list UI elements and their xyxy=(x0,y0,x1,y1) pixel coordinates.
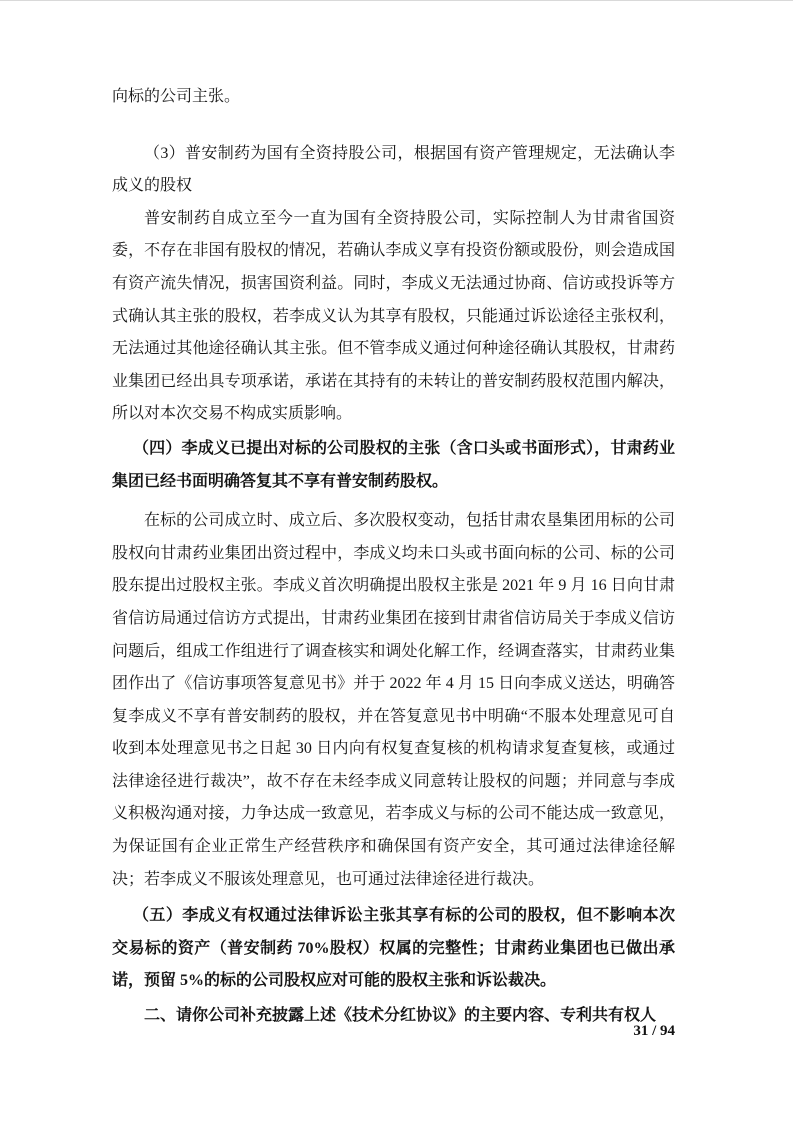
document-text-block xyxy=(112,81,675,1033)
section-heading-2: 二、请你公司补充披露上述《技术分红协议》的主要内容、专利共有权人 xyxy=(144,1007,657,1025)
heading-item-4: （四）李成义已提出对标的公司股权的主张（含口头或书面形式），甘肃药业集团已经书面明确答复其不享有普安制药股权。 xyxy=(112,439,675,490)
paragraph-item-4-body: 在标的公司成立时、成立后、多次股权变动，包括甘肃农垦集团用标的公司股权向甘肃药业集团出资过程中，李成义均未口头或书面向标的公司、标的公司股东提出过股权主张。李成义首次明确提出股权主张是 2021 年 9 月 16 日向甘肃省信访局通过信访方式提出，甘肃药业集团在接到甘肃省信访局关于李成义信访问题后，组成工作组进行了调查核实和调处化解工作，经调查落实，甘肃药业集团作出了《信访事项答复意见书》并于 2022 年 4 月 15 日向李成义送达，明确答复李成义不享有普安制药的股权，并在答复意见书中明确“不服本处理意见可自收到本处理意见书之日起 30 日内向有权复查复核的机构请求复查复核，或通过法律途径进行裁决”，故不存在未经李成义同意转让股权的问题；并同意与李成义积极沟通对接，力争达成一致意见，若李成义与标的公司不能达成一致意见，为保证国有企业正常生产经营秩序和确保国有资产安全，其可通过法律途径解决；若李成义不服该处理意见，也可通过法律途径进行裁决。 xyxy=(112,512,675,888)
paragraph-item-3-body: 普安制药自成立至今一直为国有全资持股公司，实际控制人为甘肃省国资委，不存在非国有股权的情况，若确认李成义享有投资份额或股份，则会造成国有资产流失情况，损害国资利益。同时，李成义无法通过协商、信访或投诉等方式确认其主张的股权，若李成义认为其享有股权，只能通过诉讼途径主张权利，无法通过其他途径确认其主张。但不管李成义通过何种途径确认其股权，甘肃药业集团已经出具专项承诺，承诺在其持有的未转让的普安制药股权范围内解决，所以对本次交易不构成实质影响。 xyxy=(112,209,675,423)
paragraph-continuation: 向标的公司主张。 xyxy=(112,88,241,105)
heading-item-5: （五）李成义有权通过法律诉讼主张其享有标的公司的股权，但不影响本次交易标的资产（普安制药 70%股权）权属的完整性；甘肃药业集团也已做出承诺，预留 5%的标的公司股权应对可能的股权主张和诉讼裁决。 xyxy=(112,907,675,990)
page-number: 31 / 94 xyxy=(633,1023,675,1039)
subheading-item-3: （3）普安制药为国有全资持股公司，根据国有资产管理规定，无法确认李成义的股权 xyxy=(112,144,675,195)
